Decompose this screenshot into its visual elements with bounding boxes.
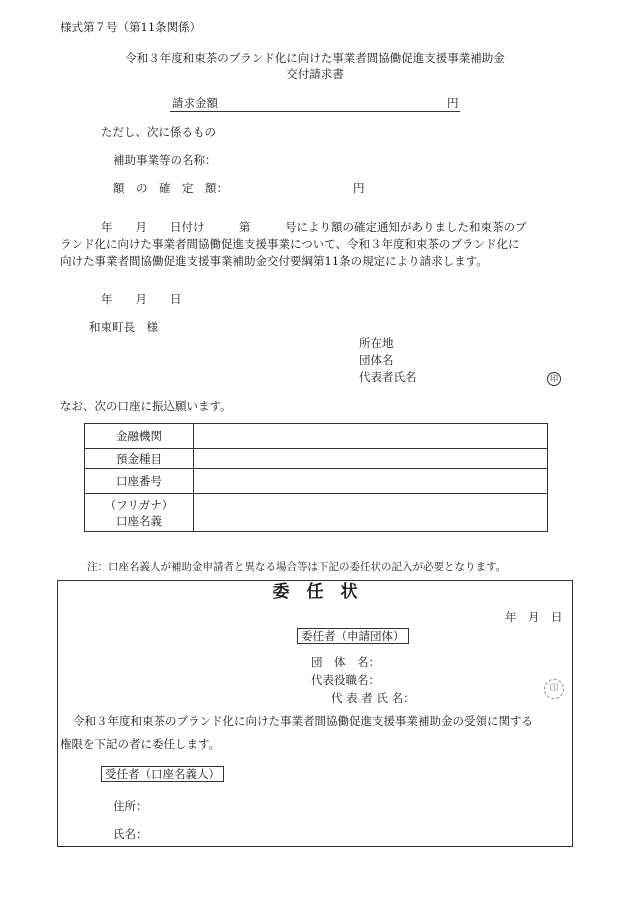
seal-icon: 印 [544,679,564,699]
delegate-address-label: 住所： [113,799,148,813]
request-date: 年 月 日 [101,292,182,306]
addressee: 和束町長 様 [89,320,158,334]
table-row [85,424,548,449]
breakdown-intro: ただし、次に係るもの [101,125,216,139]
confirmed-amount-label: 額 の 確 定 額： [113,181,228,195]
table-row [85,469,548,494]
amount-label: 請求金額 [172,96,218,110]
body-text-line3: 向けた事業者間協働促進支援事業補助金交付要綱第11条の規定により請求します。 [60,254,488,268]
account-type-label: 預金種目 [85,449,194,469]
delegate-name-label: 氏名： [113,827,148,841]
bank-account-table [84,423,548,532]
applicant-org-label: 団体名 [359,353,394,367]
account-type-field[interactable] [194,449,548,469]
delegator-rep-name-label: 代 表 者 氏 名： [331,691,415,705]
body-text-line2: ランド化に向けた事業者間協働促進支援事業について、令和３年度和束茶のブランド化に [60,237,520,251]
delegate-heading: 受任者（口座名義人） [101,766,224,782]
amount-underline [170,111,460,112]
delegation-date: 年 月 日 [505,610,563,624]
transfer-request: なお、次の口座に振込願います。 [60,399,232,413]
form-title-line1: 令和３年度和束茶のブランド化に向けた事業者間協働促進支援事業補助金 [125,51,505,65]
delegator-org-label: 団 体 名： [311,655,380,669]
account-number-label: 口座番号 [85,469,194,494]
table-row [85,494,548,532]
table-row [85,449,548,469]
account-holder-label [85,494,194,532]
form-id: 様式第７号（第11条関係） [60,20,202,34]
account-holder-field[interactable] [194,494,548,532]
furigana-label: （フリガナ） [104,497,174,512]
applicant-address-label: 所在地 [359,336,394,350]
seal-icon: 印 [547,372,561,386]
form-title-line2: 交付請求書 [286,67,344,81]
holder-name-label: 口座名義 [116,513,162,528]
confirmed-amount-unit: 円 [353,181,365,195]
delegation-text-line2: 権限を下記の者に委任します。 [60,737,221,751]
amount-unit: 円 [447,96,459,110]
applicant-rep-label: 代表者氏名 [359,370,417,384]
delegator-heading: 委任者（申請団体） [297,628,409,644]
bank-name-field[interactable] [194,424,548,449]
account-number-field[interactable] [194,469,548,494]
project-name-label: 補助事業等の名称： [113,153,217,167]
delegation-note: 注：口座名義人が補助金申請者と異なる場合等は下記の委任状の記入が必要となります。 [87,561,507,573]
delegation-title: 委 任 状 [272,582,358,602]
delegator-rep-title-label: 代表役職名： [311,673,380,687]
body-text-line1: 年 月 日付け 第 号により額の確定通知がありました和束茶のブ [78,220,527,234]
bank-name-label: 金融機関 [85,424,194,449]
delegation-text-line1: 令和３年度和束茶のブランド化に向けた事業者間協働促進支援事業補助金の受領に関する [73,714,533,728]
